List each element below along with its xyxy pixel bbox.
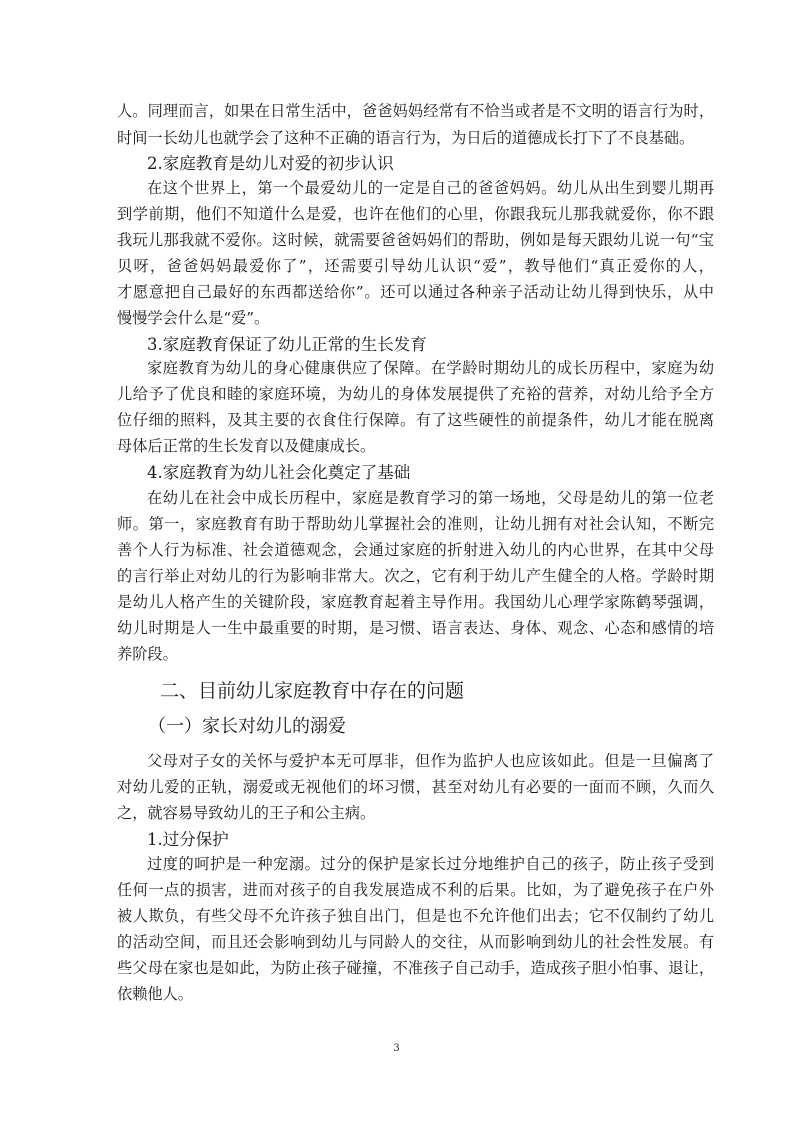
heading-text: 家庭教育保证了幼儿正常的生长发育	[162, 335, 427, 354]
heading-text: 家庭教育是幼儿对爱的初步认识	[162, 154, 394, 173]
paragraph-line: 被人欺负，有些父母不允许孩子独自出门，但是也不允许他们出去；它不仅制约了幼儿	[117, 907, 714, 925]
paragraph-line: 时间一长幼儿也就学会了这种不正确的语言行为，为日后的道德成长打下了不良基础。	[117, 129, 695, 147]
paragraph-line: 我玩儿那我就不爱你。这时候，就需要爸爸妈妈们的帮助，例如是每天跟幼儿说一句“宝	[117, 231, 714, 249]
paragraph-line: 之，就容易导致幼儿的王子和公主病。	[117, 804, 376, 822]
paragraph-line: 贝呀，爸爸妈妈最爱你了”，还需要引导幼儿认识“爱”，教导他们“真正爱你的人，	[117, 257, 714, 275]
heading-number: 3.	[147, 335, 163, 354]
paragraph-line: 师。第一，家庭教育有助于帮助幼儿掌握社会的准则，让幼儿拥有对社会认知，不断完	[117, 515, 714, 533]
paragraph-line: 对幼儿爱的正轨，溺爱或无视他们的坏习惯，甚至对幼儿有必要的一面而不顾，久而久	[117, 778, 714, 796]
paragraph-line: 任何一点的损害，进而对孩子的自我发展造成不利的后果。比如，为了避免孩子在户外	[117, 881, 714, 899]
paragraph-line: 幼儿时期是人一生中最重要的时期，是习惯、语言表达、身体、观念、心态和感情的培	[117, 619, 714, 637]
page-number: 3	[393, 1043, 400, 1054]
paragraph-line: 位仔细的照料，及其主要的衣食住行保障。有了这些硬性的前提条件，幼儿才能在脱离	[117, 411, 714, 429]
paragraph-line: 的言行举止对幼儿的行为影响非常大。次之，它有利于幼儿产生健全的人格。学龄时期	[117, 567, 714, 585]
section-heading-4	[147, 462, 707, 484]
paragraph-line: 善个人行为标准、社会道德观念，会通过家庭的折射进入幼儿的内心世界，在其中父母	[117, 541, 714, 559]
heading-text: 家庭教育为幼儿社会化奠定了基础	[162, 463, 411, 482]
chapter-heading: 二、目前幼儿家庭教育中存在的问题	[160, 680, 465, 702]
heading-number: 4.	[147, 463, 163, 482]
section-heading-2	[147, 153, 707, 175]
subchapter-heading: （一）家长对幼儿的溺爱	[148, 716, 346, 737]
paragraph-line: 的活动空间，而且还会影响到幼儿与同龄人的交往，从而影响到幼儿的社会性发展。有	[117, 933, 714, 951]
paragraph-line: 慢慢学会什么是“爱”。	[117, 309, 270, 327]
paragraph-line: 人。同理而言，如果在日常生活中，爸爸妈妈经常有不恰当或者是不文明的语言行为时，	[117, 102, 714, 120]
paragraph-line: 些父母在家也是如此，为防止孩子碰撞，不准孩子自己动手，造成孩子胆小怕事、退让，	[117, 959, 714, 977]
paragraph-line: 在幼儿在社会中成长历程中，家庭是教育学习的第一场地，父母是幼儿的第一位老	[147, 489, 714, 507]
paragraph-line: 才愿意把自己最好的东西都送给你”。还可以通过各种亲子活动让幼儿得到快乐，从中	[117, 283, 714, 301]
paragraph-line: 依赖他人。	[117, 985, 193, 1003]
heading-number: 1.	[147, 830, 163, 849]
paragraph-line: 到学前期，他们不知道什么是爱，也许在他们的心里，你跟我玩儿那我就爱你，你不跟	[117, 205, 714, 223]
paragraph-line: 过度的呵护是一种宠溺。过分的保护是家长过分地维护自己的孩子，防止孩子受到	[147, 855, 714, 873]
paragraph-line: 在这个世界上，第一个最爱幼儿的一定是自己的爸爸妈妈。幼儿从出生到婴儿期再	[147, 179, 714, 197]
section-heading-3	[147, 334, 707, 356]
paragraph-line: 家庭教育为幼儿的身心健康供应了保障。在学龄时期幼儿的成长历程中，家庭为幼	[147, 359, 714, 377]
section-heading-overprotection	[147, 829, 707, 851]
heading-number: 2.	[147, 154, 163, 173]
paragraph-line: 儿给予了优良和睦的家庭环境，为幼儿的身体发展提供了充裕的营养，对幼儿给予全方	[117, 385, 714, 403]
paragraph-line: 父母对子女的关怀与爱护本无可厚非，但作为监护人也应该如此。但是一旦偏离了	[147, 752, 714, 770]
paragraph-line: 是幼儿人格产生的关键阶段，家庭教育起着主导作用。我国幼儿心理学家陈鹤琴强调，	[117, 593, 714, 611]
paragraph-line: 母体后正常的生长发育以及健康成长。	[117, 437, 376, 455]
heading-text: 过分保护	[162, 830, 229, 849]
paragraph-line: 养阶段。	[117, 645, 178, 663]
